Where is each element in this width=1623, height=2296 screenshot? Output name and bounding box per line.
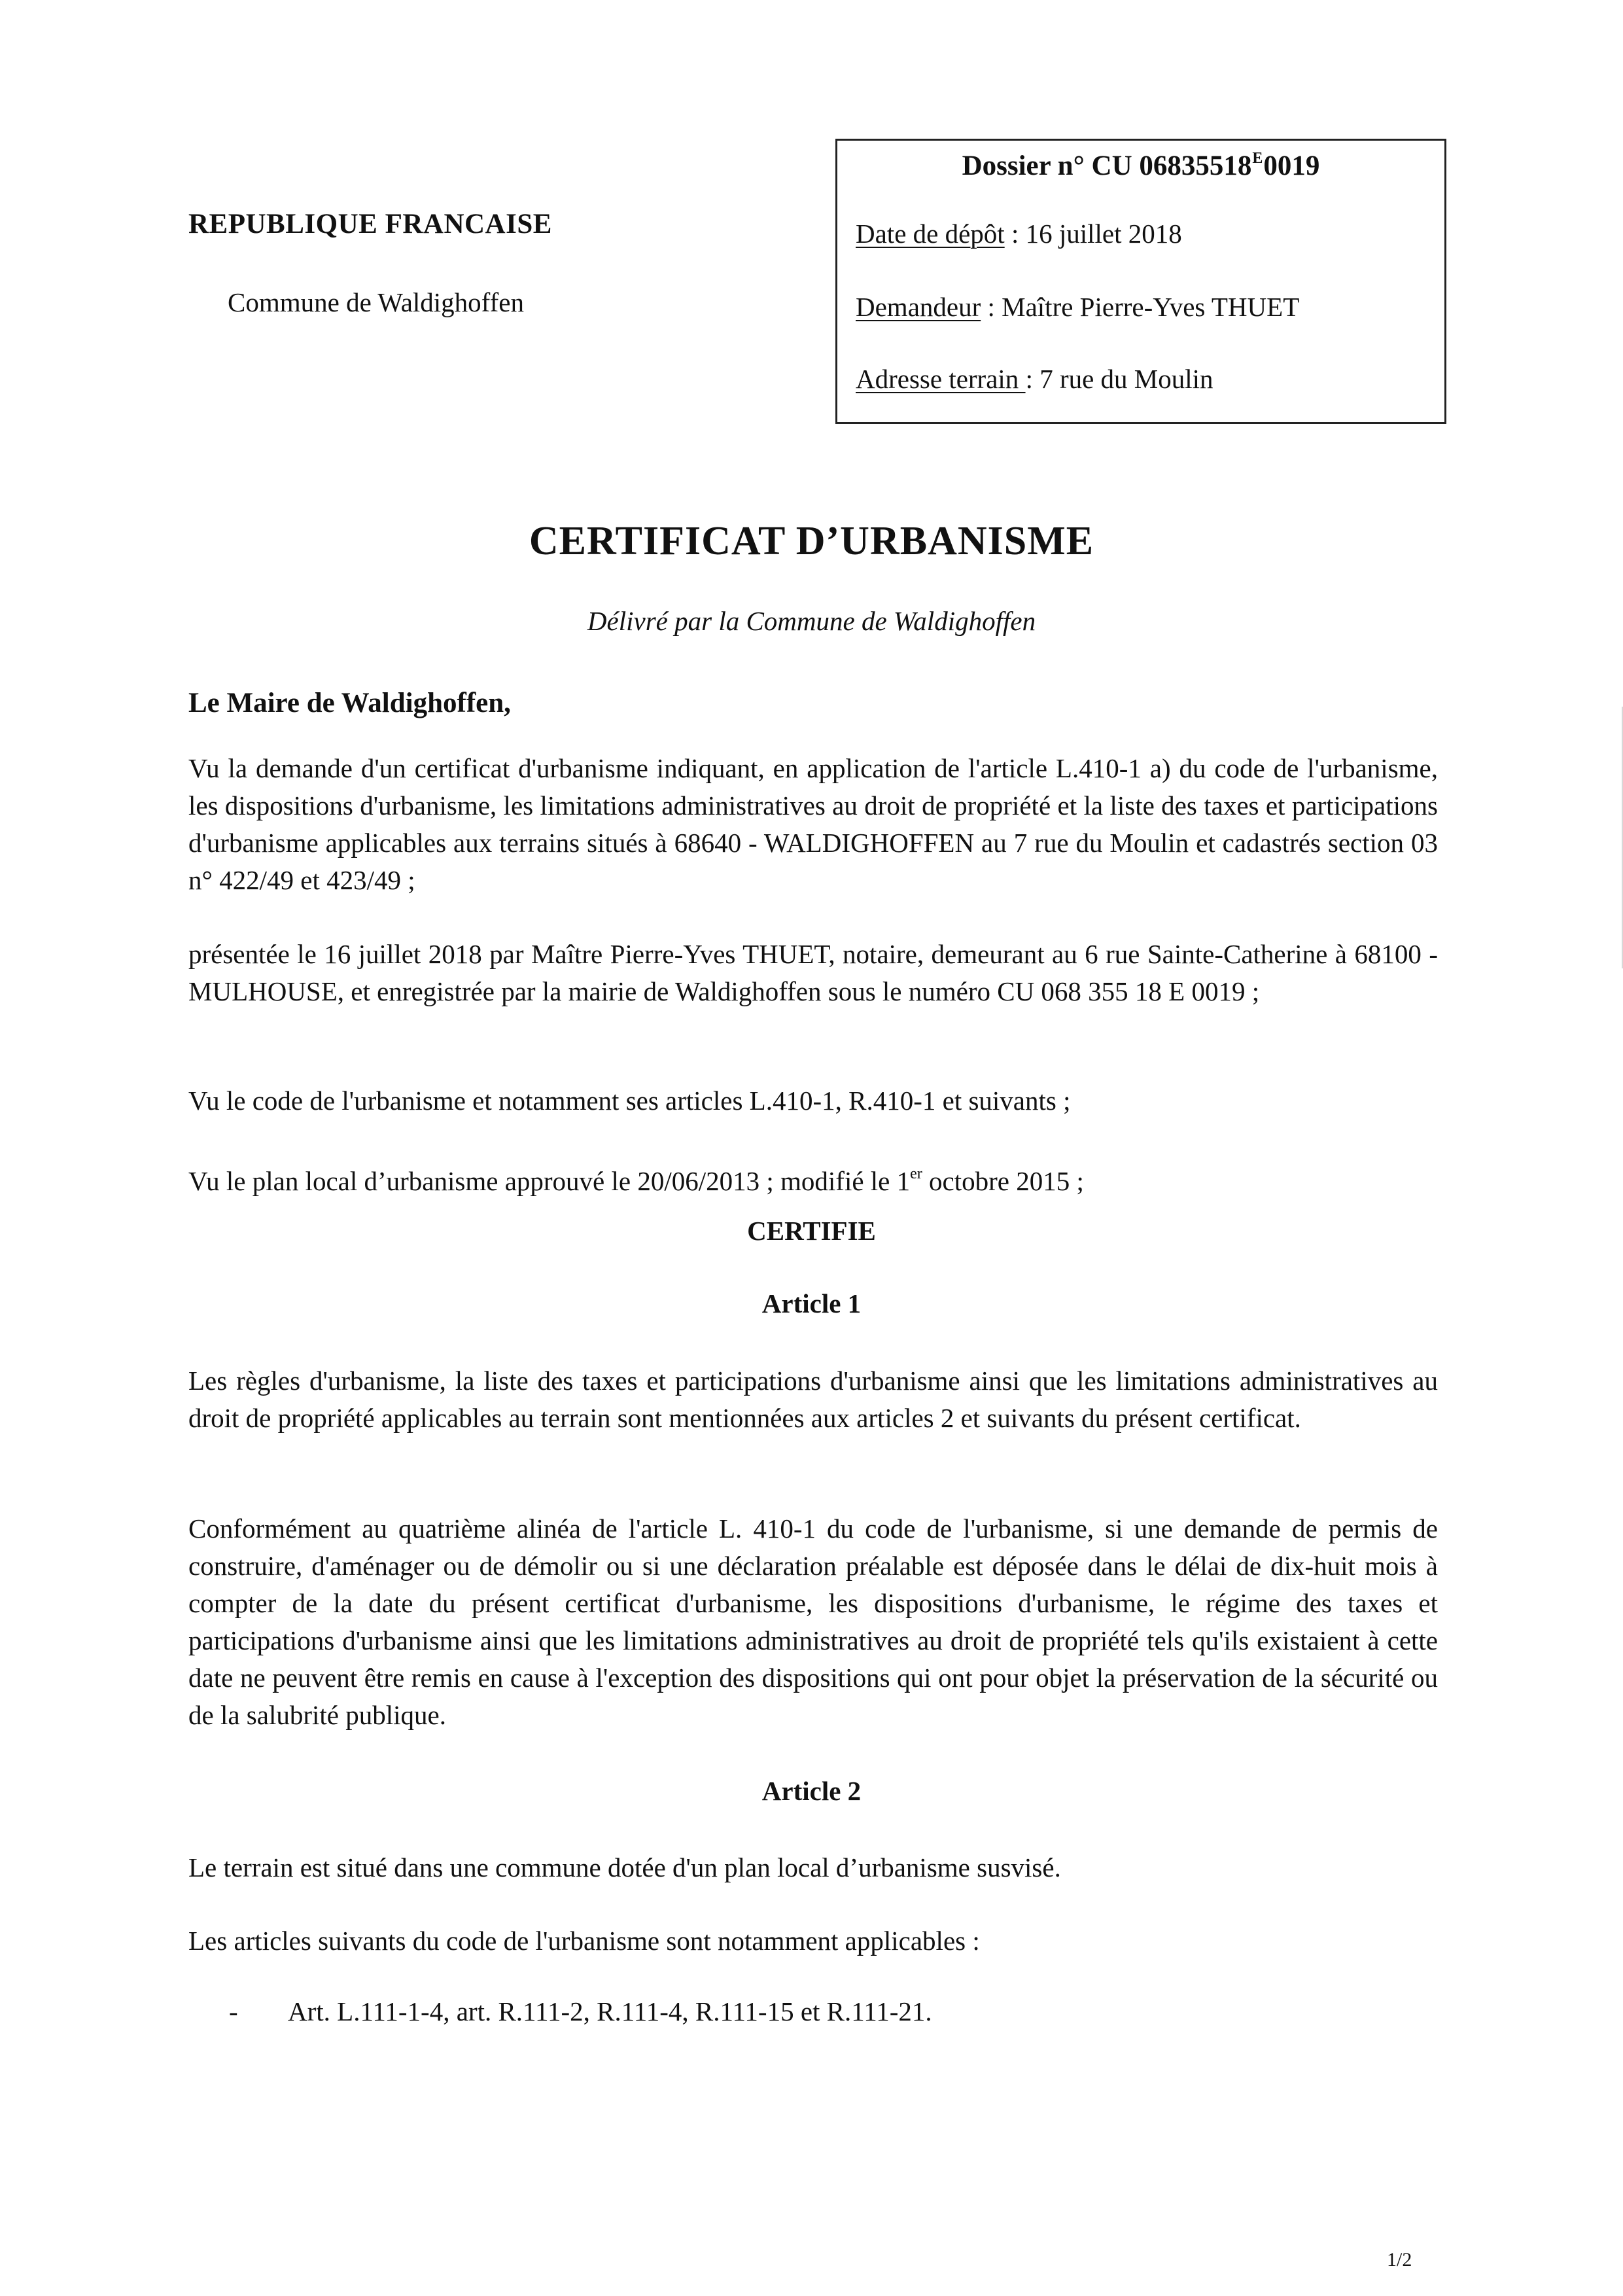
land-address-value: : 7 rue du Moulin bbox=[1025, 364, 1213, 394]
certifie-heading: CERTIFIE bbox=[747, 1216, 876, 1246]
land-address-label: Adresse terrain bbox=[856, 364, 1026, 394]
list-item-text: Art. L.111-1-4, art. R.111-2, R.111-4, R.111-15 et R.111-21. bbox=[288, 1996, 932, 2026]
visa-code-paragraph bbox=[188, 1082, 1438, 1120]
dossier-number-sup: E bbox=[1252, 150, 1263, 167]
visa-plu-paragraph bbox=[188, 1156, 1438, 1200]
dossier-info-box bbox=[835, 139, 1446, 424]
plu-text-before: Vu le plan local d’urbanisme approuvé le 20/06/2013 ; modifié le 1 bbox=[188, 1166, 911, 1196]
paragraph-text: Conformément au quatrième alinéa de l'article L. 410-1 du code de l'urbanisme, si une demande de permis de construire, d'aménager ou de démolir ou si une déclaration préalable est déposée dans le délai de dix-huit mois à compter de la date du présent certificat d'urbanisme, les dispositions d'urbanisme, le régime des taxes et participations d'urbanisme ainsi que les limitations administratives au droit de propriété tels qu'ils existaient à cette date ne peuvent être remis en cause à l'exception des dispositions qui ont pour objet la préservation de la sécurité ou de la salubrité publique. bbox=[188, 1513, 1438, 1730]
dossier-number-prefix: Dossier n° CU 06835518 bbox=[962, 150, 1252, 181]
visa-request-paragraph bbox=[188, 750, 1438, 899]
document-title: CERTIFICAT D’URBANISME bbox=[529, 519, 1094, 563]
applicant-row bbox=[856, 291, 1299, 323]
plu-text-after: octobre 2015 ; bbox=[922, 1166, 1084, 1196]
land-address-row bbox=[856, 363, 1213, 395]
dossier-number-suffix: 0019 bbox=[1263, 150, 1320, 181]
mayor-heading: Le Maire de Waldighoffen, bbox=[188, 688, 511, 718]
article-2-paragraph-2 bbox=[188, 1922, 1438, 1960]
deposit-date-row bbox=[856, 218, 1182, 249]
deposit-date-value: : 16 juillet 2018 bbox=[1004, 219, 1182, 249]
issuer-header bbox=[188, 208, 552, 317]
applicant-label: Demandeur bbox=[856, 292, 981, 322]
dossier-number bbox=[837, 150, 1444, 182]
page-number: 1/2 bbox=[1387, 2249, 1412, 2270]
paragraph-text: Le terrain est situé dans une commune dotée d'un plan local d’urbanisme susvisé. bbox=[188, 1852, 1061, 1882]
republic-heading: REPUBLIQUE FRANCAISE bbox=[188, 209, 552, 239]
dash-bullet-icon: - bbox=[229, 1996, 238, 2026]
article-2-paragraph-1 bbox=[188, 1849, 1438, 1886]
document-subtitle: Délivré par la Commune de Waldighoffen bbox=[587, 606, 1036, 636]
article-1-heading: Article 1 bbox=[761, 1288, 862, 1318]
paragraph-text: Les règles d'urbanisme, la liste des taxes et participations d'urbanisme ainsi que les limitations administratives au droit de propriété applicables au terrain sont mentionnées aux articles 2 et suivants du présent certificat. bbox=[188, 1366, 1438, 1433]
article-1-paragraph-1 bbox=[188, 1362, 1438, 1437]
commune-name: Commune de Waldighoffen bbox=[228, 287, 524, 317]
article-1-paragraph-2 bbox=[188, 1510, 1438, 1734]
deposit-date-label: Date de dépôt bbox=[856, 219, 1005, 249]
article-2-heading: Article 2 bbox=[761, 1776, 862, 1806]
paragraph-text bbox=[188, 1156, 1438, 1200]
applicable-articles-list bbox=[229, 1996, 932, 2027]
ordinal-sup: er bbox=[910, 1165, 922, 1182]
visa-presented-paragraph bbox=[188, 936, 1438, 1010]
paragraph-text: Vu le code de l'urbanisme et notamment ses articles L.410-1, R.410-1 et suivants ; bbox=[188, 1086, 1071, 1116]
paragraph-text: Les articles suivants du code de l'urbanisme sont notamment applicables : bbox=[188, 1926, 980, 1956]
list-item bbox=[229, 1996, 932, 2027]
applicant-value: : Maître Pierre-Yves THUET bbox=[981, 292, 1300, 322]
paragraph-text: présentée le 16 juillet 2018 par Maître Pierre-Yves THUET, notaire, demeurant au 6 rue Sainte-Catherine à 68100 - MULHOUSE, et enregistrée par la mairie de Waldighoffen sous le numéro CU 068 355 18 E 0019 ; bbox=[188, 939, 1438, 1006]
paragraph-text: Vu la demande d'un certificat d'urbanisme indiquant, en application de l'article L.410-1 a) du code de l'urbanisme, les dispositions d'urbanisme, les limitations administratives au droit de propriété et la liste des taxes et participations d'urbanisme applicables aux terrains situés à 68640 - WALDIGHOFFEN au 7 rue du Moulin et cadastrés section 03 n° 422/49 et 423/49 ; bbox=[188, 753, 1438, 895]
